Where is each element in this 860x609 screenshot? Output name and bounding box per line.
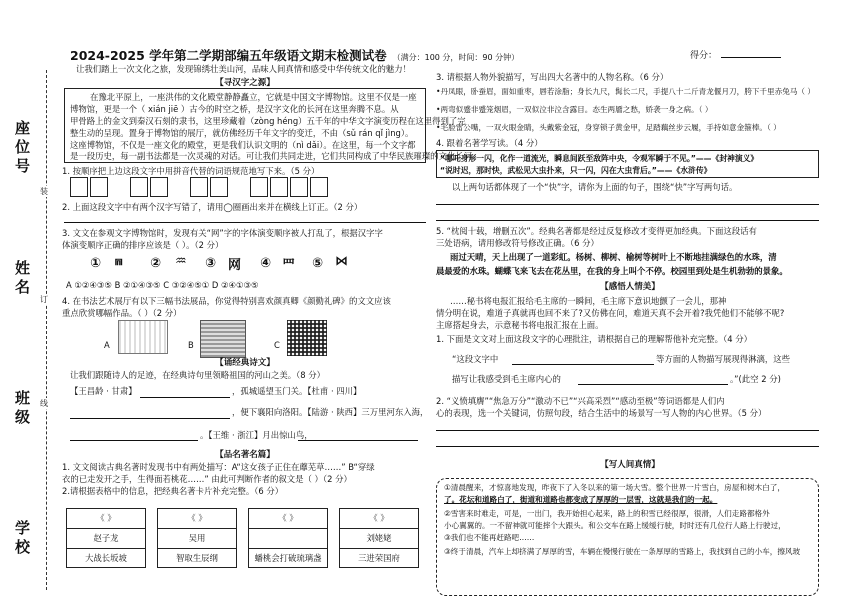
answer-box[interactable]: [150, 177, 168, 197]
passage-line: 整生动的呈现。置身于博物馆的展厅，就仿佛经历千年文字的变迁，不由（sǔ rán qǐ jìng）。: [70, 128, 414, 138]
binding-mark: 线: [40, 399, 48, 408]
question-4-cont: 重点欣赏哪幅作品。（ ）（2 分）: [62, 308, 182, 318]
question-task: 以上两句话都体现了一个“快”字，请你为上面的句子，围绕“快”字写两句话。: [452, 182, 738, 192]
question-5-cont: 三处语病，请用修改符号修改正确。（6 分）: [436, 238, 599, 248]
book-card: [157, 508, 237, 568]
question-3: 3. 文文在参观文字博物馆时，发现有关“网”字的字体演变顺序被人打乱了，根据汉字字: [62, 228, 383, 238]
question-1: 1. 按顺序把上边这段文字中用拼音代替的词语规范地写下来。（5 分）: [62, 166, 320, 176]
question-2-cont: 心的表现，选一个关键词，仿照句段，结合生活中的场景写一写人物的内心世界。（5 分）: [436, 408, 767, 418]
name-label: 姓名: [13, 260, 31, 298]
option-letter: A: [104, 340, 110, 350]
description-item: •两弯似蹙非蹙笼烟眉，一双似泣非泣含露目。态生两靥之愁，娇袭一身之病。（ ）: [436, 105, 713, 114]
question-1: 1. 下面是文文对上面这段文字的心理批注，请根据自己的理解帮他补充完整。（4 分）: [436, 334, 752, 344]
book-card: [248, 508, 328, 568]
book-character: 赵子龙: [67, 529, 145, 549]
passage-line: 晨最爱的水珠。蝴蝶飞来飞去在花丛里，在我的身上叫个不停。校园里到处是生机勃勃的景象。: [436, 266, 788, 276]
fill-text: 。”(此空 2 分): [730, 374, 781, 384]
answer-box[interactable]: [90, 177, 108, 197]
prompt-line: ②雪害来时难走，可是，一出门，我开始担心起来，路上的积雪已经很厚，很滑，人们走路都格外: [444, 509, 770, 518]
poem-line: ，孤城遥望玉门关。【杜甫 · 四川】: [232, 386, 362, 396]
option-number: ④: [260, 256, 272, 271]
answer-line[interactable]: [64, 222, 426, 223]
seat-number-label: 座位号: [13, 120, 31, 177]
answer-box[interactable]: [270, 177, 288, 197]
book-card: [66, 508, 146, 568]
section-heading: 【写人间真情】: [600, 460, 660, 470]
script-glyph-icon: ⩎: [115, 254, 123, 269]
book-event: 智取生辰纲: [176, 553, 218, 563]
passage-line: 雨过天晴，天上出现了一道彩虹。杨树、柳树、榆树等树叶上不断地挂满绿色的水珠，清: [450, 252, 777, 262]
poem-label: 【王昌龄 · 甘肃】: [70, 386, 137, 396]
book-title-field[interactable]: 《 》: [249, 509, 327, 529]
prompt-line: ③终于清晨，汽车上却挤满了厚厚的雪，车辆在慢慢行驶在一条厚厚的雪路上，我找到自己的小车，擦风玻: [444, 547, 801, 556]
question-2: 2. 上面这段文字中有两个汉字写错了，请用◯圈画出来并在横线上订正。（2 分）: [62, 202, 363, 212]
section-heading: 【寻汉字之源】: [215, 78, 275, 88]
answer-line[interactable]: [578, 384, 728, 385]
story-line: ……秘书将电报汇报给毛主席的一瞬间，毛主席下意识地颤了一会儿，那神: [450, 296, 727, 306]
answer-box[interactable]: [190, 177, 208, 197]
script-glyph-icon: ⋈: [335, 254, 348, 269]
binding-mark: 装: [40, 187, 48, 196]
passage-line: 博物馆，更是一个（ xián jiē ）古今的时空之桥，是汉字文化的长河在这里奔腾不息。从: [70, 104, 399, 114]
description-item: •丹凤眼，卧蚕眉，面如重枣，唇若涂脂；身长九尺，髯长二尺，手提八十二斤青龙偃月刀，胯下千里赤兔马（ ）: [436, 87, 815, 96]
calligraphy-image-b: [200, 320, 246, 358]
prompt-line: 了。花坛和道路白了，街道和道路也都变成了厚厚的一层雪，这就是我们的一起。: [444, 495, 718, 504]
binding-mark: 订: [40, 295, 48, 304]
section-intro: 让我们跟随诗人的足迹，在经典诗句里领略祖国的河山之美。（8 分）: [70, 370, 326, 380]
question-3-cont: 体演变顺序正确的排序应该是（ ）。（2 分）: [62, 240, 224, 250]
script-glyph-icon: 网: [228, 258, 242, 273]
book-event: 三进荣国府: [358, 553, 400, 563]
answer-line[interactable]: [512, 364, 654, 365]
answer-line[interactable]: [436, 204, 819, 205]
option-number: ⑤: [312, 256, 324, 271]
section-heading: 【诵经典诗文】: [215, 358, 275, 368]
book-character: 刘姥姥: [340, 529, 418, 549]
book-character-field[interactable]: [249, 529, 327, 549]
book-title-field[interactable]: 《 》: [67, 509, 145, 529]
prompt-line: 小心翼翼的。一不留神就可能摔个大跟头。和公交车在路上缓缓行驶，时时还有几位行人路上行驶过，: [444, 521, 786, 530]
passage-line: 在豫北平原上，一座洪伟的文化殿堂静静矗立，它就是中国文字博物馆。这里不仅是一座: [90, 92, 417, 102]
score-info: （满分：100 分，时间：90 分钟）: [392, 53, 520, 62]
class-label: 班级: [13, 390, 31, 428]
answer-box[interactable]: [290, 177, 308, 197]
option-letter: B: [188, 340, 194, 350]
poem-line: 。【王维 · 浙江】月出惊山鸟，: [200, 430, 313, 440]
exam-title: 2024-2025 学年第二学期部编五年级语文期末检测试卷 （满分：100 分，时间：90 分钟）: [70, 48, 520, 63]
story-line: 主席搭起身去，示意秘书将电报汇报在上面。: [436, 320, 604, 330]
description-item: •毛脸雷公嘴，一双火眼金睛，头戴紫金冠，身穿锁子黄金甲，足踏藕丝步云履，手持如意金箍棒。（ ）: [436, 123, 781, 132]
intro-text: 让我们踏上一次文化之旅，发现锦绣壮美山河，品味人间真情和感受中华传统文化的魅力！: [76, 64, 411, 74]
answer-box[interactable]: [310, 177, 328, 197]
question-2: 2. “义愤填膺”“焦急万分”“激动不已”“兴高采烈”“感动至极”等词语都是人们内: [436, 396, 725, 406]
answer-line[interactable]: [436, 220, 819, 221]
script-glyph-icon: 罒: [282, 258, 296, 273]
passage-line: 这座博物馆，不仅是一座文化的殿堂，更是我们认识文明的（nì dǎi）。在这里，每一个文字都: [70, 140, 416, 150]
option-number: ①: [90, 256, 102, 271]
option-number: ③: [205, 256, 217, 271]
calligraphy-image-a: [118, 320, 168, 354]
poem-line: ，便下襄阳向洛阳。【陆游 · 陕西】三万里河东入海，: [232, 407, 429, 417]
story-line: 情分明在说，难道子真就再也回不来了?又仿佛在问，难道天真不会开着?我凭他们不能够不呢?: [436, 308, 785, 318]
option-number: ②: [150, 256, 162, 271]
passage-line: 是一段历史，每一副书法都是一次灵魂的对话。可让我们共同走进，它们共同构成了中华民族璀璨的文化长河。: [70, 151, 481, 161]
answer-box[interactable]: [130, 177, 148, 197]
section-heading: 【品名著名篇】: [215, 450, 275, 460]
question-5: 5. “枕阅十载，增删五次”。经典名著都是经过反复修改才变得更加经典。下面这段话有: [436, 226, 757, 236]
quote-line: “哪吒身形一闪，化作一道流光，瞬息间跃至敌阵中央，令观军瞬于不见。”——《封神演义》: [440, 154, 759, 163]
answer-box[interactable]: [250, 177, 268, 197]
fill-text: “这段文字中: [452, 354, 499, 364]
book-title-field[interactable]: 《 》: [158, 509, 236, 529]
fill-text: 等方面的人物描写展现得淋漓，这些: [656, 354, 790, 364]
answer-line[interactable]: [436, 446, 819, 447]
question-3-options: A ①②④③⑤ B ②①④③⑤ C ③②④⑤① D ②④①③⑤: [66, 280, 259, 290]
answer-box[interactable]: [210, 177, 228, 197]
passage-line: 甲骨路上的金文到秦汉石刻的隶书，这里珍藏着（zòng héng）五千年的中华文字演变历程在这里得到了完: [70, 116, 466, 126]
section-heading: 【感悟人情美】: [600, 282, 660, 292]
answer-line[interactable]: [70, 440, 198, 441]
question-1-cont: 衣的已走发开之手，生得面若桃花……” 由此可判断作者的叙文是（ ）（2 分）: [62, 474, 352, 484]
score-field: 得分：: [690, 48, 781, 61]
calligraphy-image-c: [287, 320, 327, 356]
school-label: 学校: [13, 520, 31, 558]
question-1: 1. 文文阅读古典名著时发现书中有两处描写：A“这女孩子正住在蘼芜草……” B“穿绿: [62, 462, 375, 472]
fill-text: 描写让我感受到毛主席内心的: [452, 374, 561, 384]
prompt-line: ③我们也不能再赶路吧……: [444, 533, 535, 542]
answer-box[interactable]: [70, 177, 88, 197]
book-title-field[interactable]: 《 》: [340, 509, 418, 529]
binding-line: [46, 70, 47, 590]
book-event: 蟠桃会打破琉璃盏: [254, 553, 322, 563]
question-4: 4. 跟着名著学写读。（4 分）: [436, 138, 543, 148]
prompt-line: ①清晨醒来，才惊喜地发现，昨夜下了入冬以来的第一场大雪。整个世界一片雪白，房屋和树木白了，: [444, 483, 785, 492]
quote-line: “说时迟，那时快，武松见大虫扑来，只一闪，闪在大虫背后。”——《水浒传》: [440, 166, 712, 175]
book-event: 大战长坂坡: [85, 553, 127, 563]
question-2: 2.请根据表格中的信息，把经典名著卡片补充完整。（6 分）: [62, 486, 284, 496]
answer-line[interactable]: [140, 397, 230, 398]
book-character: 吴用: [158, 529, 236, 549]
answer-line[interactable]: [298, 440, 418, 441]
book-card: [339, 508, 419, 568]
script-glyph-icon: ♒: [175, 254, 187, 269]
question-3: 3. 请根据人物外貌描写，写出四大名著中的人物名称。（6 分）: [436, 72, 669, 82]
question-4: 4. 在书法艺术展厅有以下三幅书法展品，你觉得特别喜欢颜真卿《颜勤礼碑》的文文应该: [62, 296, 391, 306]
answer-line[interactable]: [436, 430, 819, 431]
option-letter: C: [274, 340, 280, 350]
answer-line[interactable]: [70, 418, 230, 419]
